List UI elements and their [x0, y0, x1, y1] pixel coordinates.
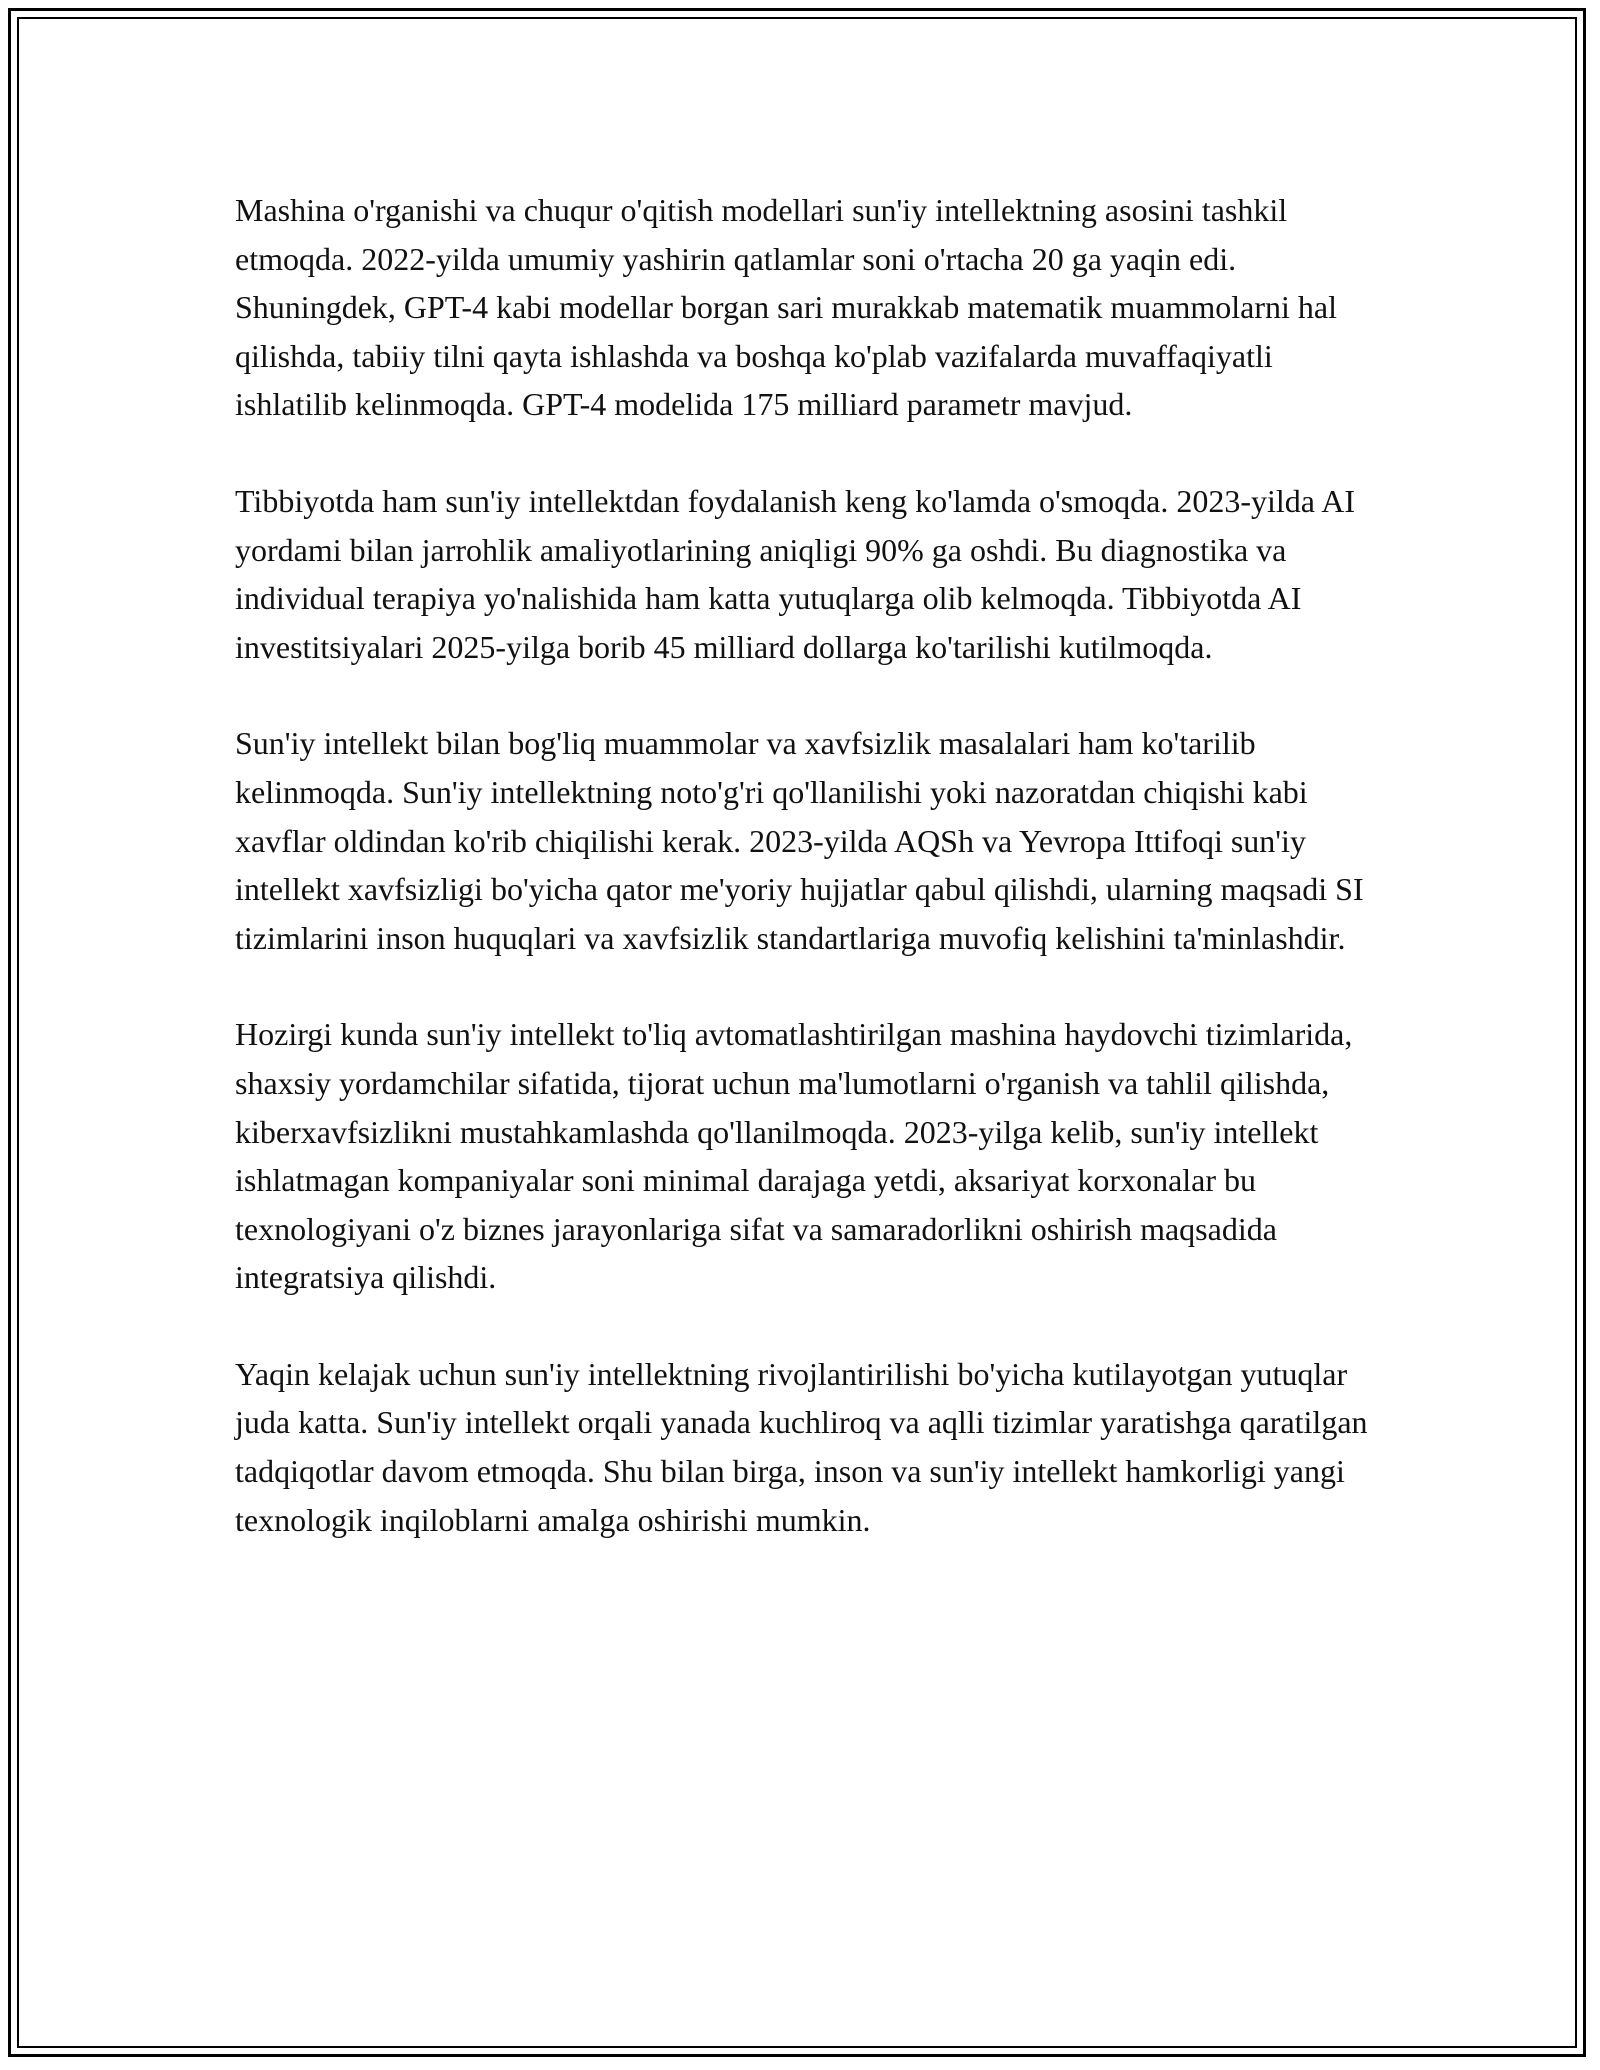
document-body: [235, 186, 1375, 1592]
paragraph-medicine: Tibbiyotda ham sun'iy intellektdan foydalanish keng ko'lamda o'smoqda. 2023-yilda AI yordami bilan jarrohlik amaliyotlarining aniqligi 90% ga oshdi. Bu diagnostika va individual terapiya yo'nalishida ham katta yutuqlarga olib kelmoqda. Tibbiyotda AI investitsiyalari 2025-yilga borib 45 milliard dollarga ko'tarilishi kutilmoqda.: [235, 482, 1355, 665]
paragraph-applications: Hozirgi kunda sun'iy intellekt to'liq avtomatlashtirilgan mashina haydovchi tizimlarida, shaxsiy yordamchilar sifatida, tijorat uchun ma'lumotlarni o'rganish va tahlil qilishda, kiberxavfsizlikni mustahkamlashda qo'llanilmoqda. 2023-yilga kelib, sun'iy intellekt ishlatmagan kompaniyalar soni minimal darajaga yetdi, aksariyat korxonalar bu texnologiyani o'z biznes jarayonlariga sifat va samaradorlikni oshirish maqsadida integratsiya qilishdi.: [235, 1016, 1353, 1296]
paragraph-machine-learning: Mashina o'rganishi va chuqur o'qitish modellari sun'iy intellektning asosini tashkil etmoqda. 2022-yilda umumiy yashirin qatlamlar soni o'rtacha 20 ga yaqin edi. Shuningdek, GPT-4 kabi modellar borgan sari murakkab matematik muammolarni hal qilishda, tabiiy tilni qayta ishlashda va boshqa ko'plab vazifalarda muvaffaqiyatli ishlatilib kelinmoqda. GPT-4 modelida 175 milliard parametr mavjud.: [235, 192, 1337, 423]
paragraph-safety: Sun'iy intellekt bilan bog'liq muammolar va xavfsizlik masalalari ham ko'tarilib kelinmoqda. Sun'iy intellektning noto'g'ri qo'llanilishi yoki nazoratdan chiqishi kabi xavflar oldindan ko'rib chiqilishi kerak. 2023-yilda AQSh va Yevropa Ittifoqi sun'iy intellekt xavfsizligi bo'yicha qator me'yoriy hujjatlar qabul qilishdi, ularning maqsadi SI tizimlarini inson huquqlari va xavfsizlik standartlariga muvofiq kelishini ta'minlashdir.: [235, 725, 1364, 956]
paragraph-future: Yaqin kelajak uchun sun'iy intellektning rivojlantirilishi bo'yicha kutilayotgan yutuqlar juda katta. Sun'iy intellekt orqali yanada kuchliroq va aqlli tizimlar yaratishga qaratilgan tadqiqotlar davom etmoqda. Shu bilan birga, inson va sun'iy intellekt hamkorligi yangi texnologik inqiloblarni amalga oshirishi mumkin.: [235, 1355, 1368, 1538]
